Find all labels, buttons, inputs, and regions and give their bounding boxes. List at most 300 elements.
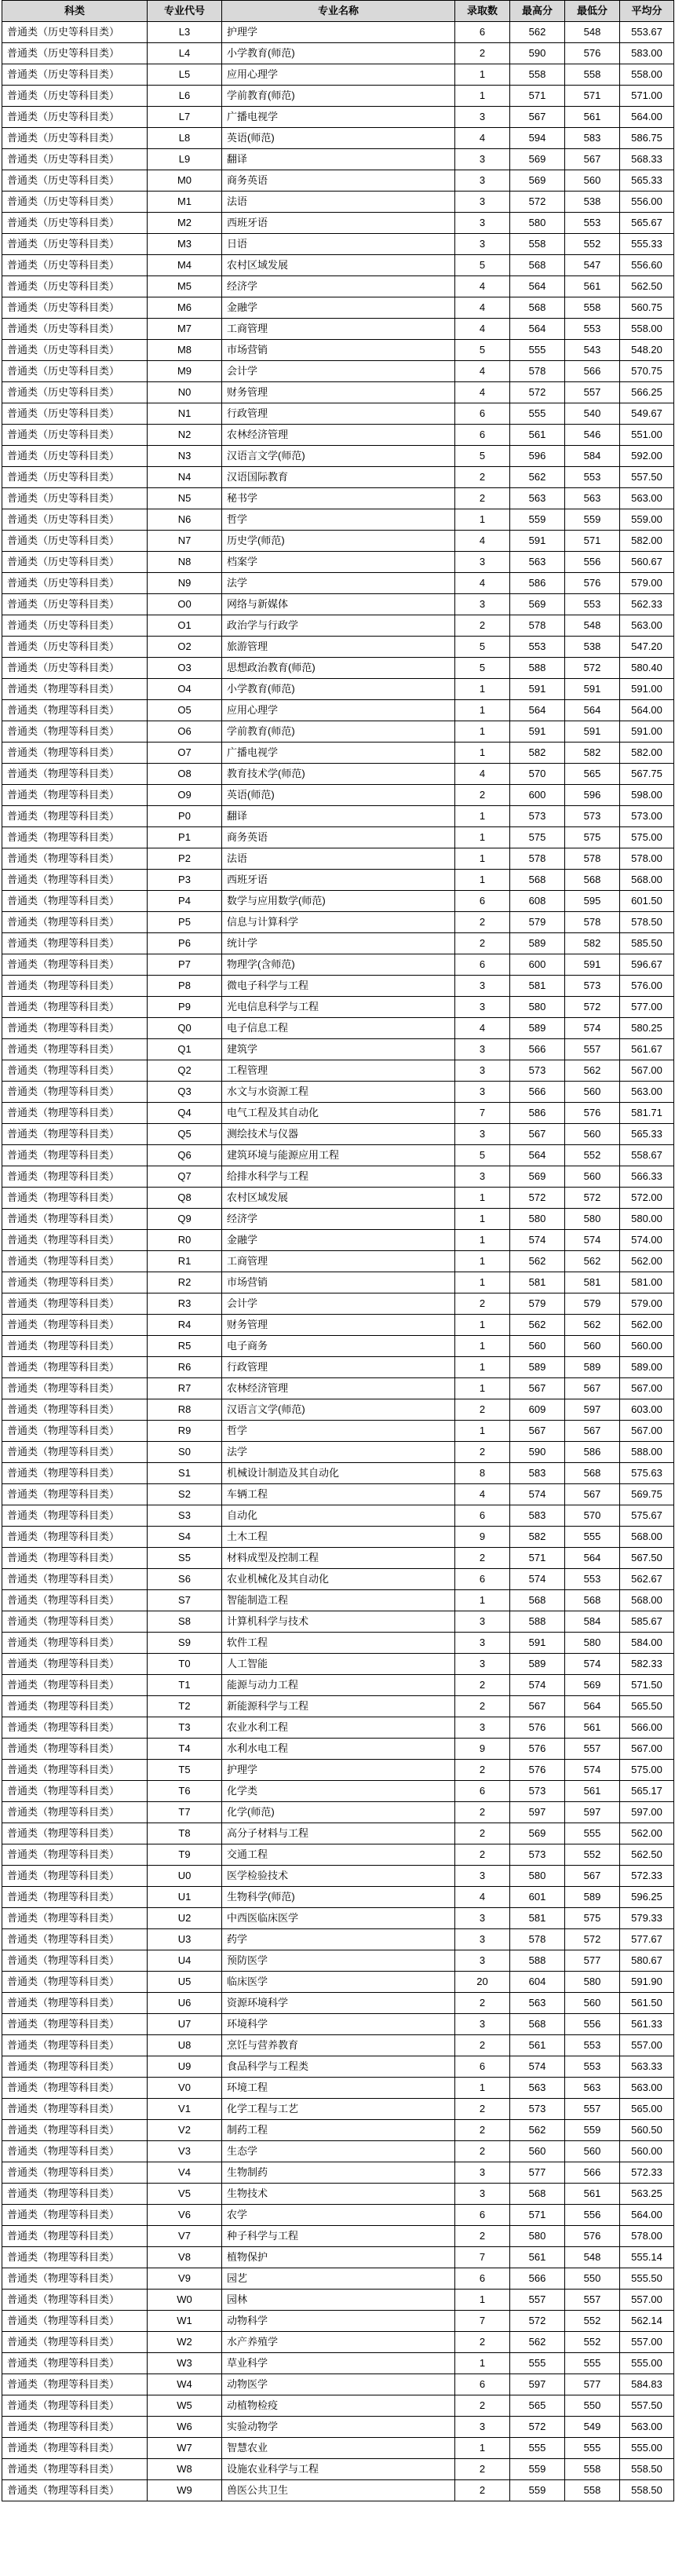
cell-major-name: 烹饪与营养教育	[222, 2035, 455, 2056]
cell-category: 普通类（物理等科目类）	[2, 912, 148, 933]
cell-min-score: 580	[565, 1972, 620, 1993]
cell-avg-score: 582.00	[620, 531, 674, 552]
cell-avg-score: 558.50	[620, 2459, 674, 2480]
cell-avg-score: 575.63	[620, 1463, 674, 1484]
table-row	[2, 2438, 674, 2459]
table-row	[2, 954, 674, 976]
cell-major-name: 学前教育(师范)	[222, 86, 455, 107]
cell-category: 普通类（历史等科目类）	[2, 615, 148, 637]
cell-max-score: 557	[510, 2290, 565, 2311]
cell-major-name: 新能源科学与工程	[222, 1696, 455, 1717]
cell-major-name: 植物保护	[222, 2247, 455, 2268]
cell-category: 普通类（物理等科目类）	[2, 1654, 148, 1675]
cell-min-score: 563	[565, 2078, 620, 2099]
cell-max-score: 589	[510, 933, 565, 954]
header-max-score: 最高分	[510, 1, 565, 22]
cell-major-code: P0	[148, 806, 222, 827]
cell-major-code: T8	[148, 1823, 222, 1844]
cell-major-code: P1	[148, 827, 222, 848]
cell-min-score: 597	[565, 1802, 620, 1823]
cell-min-score: 553	[565, 1569, 620, 1590]
cell-max-score: 558	[510, 234, 565, 255]
cell-min-score: 567	[565, 1866, 620, 1887]
cell-major-code: V9	[148, 2268, 222, 2290]
cell-avg-score: 565.50	[620, 1696, 674, 1717]
cell-major-name: 智慧农业	[222, 2438, 455, 2459]
cell-major-code: W6	[148, 2417, 222, 2438]
cell-major-code: U5	[148, 1972, 222, 1993]
cell-avg-score: 547.20	[620, 637, 674, 658]
cell-avg-score: 567.50	[620, 1548, 674, 1569]
cell-major-code: O3	[148, 658, 222, 679]
cell-max-score: 569	[510, 149, 565, 170]
cell-avg-score: 568.00	[620, 870, 674, 891]
cell-min-score: 579	[565, 1293, 620, 1315]
cell-major-code: U3	[148, 1929, 222, 1950]
cell-admitted-count: 2	[455, 1844, 510, 1866]
cell-max-score: 569	[510, 1823, 565, 1844]
table-row	[2, 785, 674, 806]
cell-category: 普通类（物理等科目类）	[2, 1760, 148, 1781]
cell-category: 普通类（物理等科目类）	[2, 806, 148, 827]
cell-min-score: 581	[565, 1272, 620, 1293]
cell-min-score: 578	[565, 848, 620, 870]
cell-min-score: 574	[565, 1654, 620, 1675]
table-row	[2, 721, 674, 743]
table-row	[2, 1484, 674, 1505]
table-row	[2, 1739, 674, 1760]
cell-admitted-count: 7	[455, 2311, 510, 2332]
cell-major-code: V5	[148, 2184, 222, 2205]
cell-category: 普通类（物理等科目类）	[2, 2162, 148, 2184]
cell-major-code: P2	[148, 848, 222, 870]
cell-major-name: 历史学(师范)	[222, 531, 455, 552]
cell-min-score: 574	[565, 1760, 620, 1781]
cell-avg-score: 581.71	[620, 1103, 674, 1124]
cell-major-name: 设施农业科学与工程	[222, 2459, 455, 2480]
cell-major-name: 生态学	[222, 2141, 455, 2162]
cell-major-code: N2	[148, 425, 222, 446]
table-row	[2, 615, 674, 637]
cell-major-name: 信息与计算科学	[222, 912, 455, 933]
cell-min-score: 552	[565, 2311, 620, 2332]
cell-min-score: 567	[565, 1421, 620, 1442]
cell-major-name: 护理学	[222, 1760, 455, 1781]
cell-min-score: 586	[565, 1442, 620, 1463]
table-row	[2, 700, 674, 721]
cell-min-score: 572	[565, 997, 620, 1018]
cell-major-code: S4	[148, 1527, 222, 1548]
table-row	[2, 1887, 674, 1908]
cell-admitted-count: 3	[455, 234, 510, 255]
cell-major-code: T6	[148, 1781, 222, 1802]
cell-min-score: 548	[565, 2247, 620, 2268]
cell-min-score: 557	[565, 2099, 620, 2120]
table-row	[2, 2162, 674, 2184]
table-row	[2, 552, 674, 573]
cell-min-score: 548	[565, 615, 620, 637]
cell-admitted-count: 3	[455, 1929, 510, 1950]
cell-max-score: 580	[510, 997, 565, 1018]
table-row	[2, 573, 674, 594]
table-row	[2, 2205, 674, 2226]
cell-max-score: 561	[510, 2035, 565, 2056]
cell-major-code: O7	[148, 743, 222, 764]
cell-avg-score: 580.67	[620, 1950, 674, 1972]
cell-admitted-count: 2	[455, 2480, 510, 2501]
cell-category: 普通类（物理等科目类）	[2, 2056, 148, 2078]
cell-admitted-count: 6	[455, 2205, 510, 2226]
cell-category: 普通类（物理等科目类）	[2, 1060, 148, 1082]
cell-category: 普通类（物理等科目类）	[2, 1124, 148, 1145]
cell-major-name: 会计学	[222, 361, 455, 382]
cell-max-score: 568	[510, 297, 565, 319]
cell-category: 普通类（物理等科目类）	[2, 1103, 148, 1124]
table-row	[2, 22, 674, 43]
table-row	[2, 1336, 674, 1357]
cell-major-code: S7	[148, 1590, 222, 1611]
table-row	[2, 1527, 674, 1548]
table-row	[2, 1781, 674, 1802]
cell-major-name: 物理学(含师范)	[222, 954, 455, 976]
cell-max-score: 590	[510, 1442, 565, 1463]
cell-max-score: 581	[510, 1272, 565, 1293]
cell-major-code: N8	[148, 552, 222, 573]
cell-admitted-count: 1	[455, 2290, 510, 2311]
cell-category: 普通类（物理等科目类）	[2, 1336, 148, 1357]
cell-admitted-count: 2	[455, 2332, 510, 2353]
cell-major-code: W3	[148, 2353, 222, 2374]
cell-major-code: S1	[148, 1463, 222, 1484]
cell-category: 普通类（物理等科目类）	[2, 1739, 148, 1760]
cell-avg-score: 591.00	[620, 679, 674, 700]
cell-major-name: 应用心理学	[222, 64, 455, 86]
cell-admitted-count: 4	[455, 1018, 510, 1039]
cell-category: 普通类（物理等科目类）	[2, 2120, 148, 2141]
cell-major-code: W8	[148, 2459, 222, 2480]
cell-major-name: 法语	[222, 192, 455, 213]
cell-max-score: 562	[510, 467, 565, 488]
cell-avg-score: 563.00	[620, 615, 674, 637]
cell-major-name: 思想政治教育(师范)	[222, 658, 455, 679]
cell-min-score: 548	[565, 22, 620, 43]
table-row	[2, 1421, 674, 1442]
cell-max-score: 563	[510, 488, 565, 509]
cell-max-score: 608	[510, 891, 565, 912]
cell-admitted-count: 2	[455, 2395, 510, 2417]
cell-category: 普通类（物理等科目类）	[2, 1866, 148, 1887]
cell-admitted-count: 3	[455, 1039, 510, 1060]
cell-major-code: Q8	[148, 1188, 222, 1209]
cell-major-name: 金融学	[222, 1230, 455, 1251]
cell-max-score: 580	[510, 1866, 565, 1887]
cell-avg-score: 565.33	[620, 170, 674, 192]
cell-min-score: 597	[565, 1399, 620, 1421]
cell-max-score: 553	[510, 637, 565, 658]
table-row	[2, 2480, 674, 2501]
cell-major-name: 西班牙语	[222, 870, 455, 891]
cell-avg-score: 557.00	[620, 2332, 674, 2353]
cell-max-score: 597	[510, 2374, 565, 2395]
cell-admitted-count: 2	[455, 912, 510, 933]
cell-min-score: 564	[565, 700, 620, 721]
cell-avg-score: 575.00	[620, 1760, 674, 1781]
cell-max-score: 569	[510, 594, 565, 615]
cell-max-score: 562	[510, 22, 565, 43]
cell-admitted-count: 2	[455, 1823, 510, 1844]
table-row	[2, 976, 674, 997]
cell-major-code: N6	[148, 509, 222, 531]
cell-category: 普通类（物理等科目类）	[2, 1209, 148, 1230]
cell-major-name: 教育技术学(师范)	[222, 764, 455, 785]
cell-avg-score: 575.67	[620, 1505, 674, 1527]
cell-max-score: 555	[510, 403, 565, 425]
cell-avg-score: 557.50	[620, 467, 674, 488]
cell-major-code: M0	[148, 170, 222, 192]
cell-min-score: 561	[565, 107, 620, 128]
table-row	[2, 1145, 674, 1166]
cell-category: 普通类（历史等科目类）	[2, 213, 148, 234]
cell-category: 普通类（历史等科目类）	[2, 531, 148, 552]
cell-major-code: L8	[148, 128, 222, 149]
cell-max-score: 583	[510, 1505, 565, 1527]
cell-admitted-count: 3	[455, 1060, 510, 1082]
cell-avg-score: 567.00	[620, 1421, 674, 1442]
cell-max-score: 580	[510, 2226, 565, 2247]
cell-min-score: 575	[565, 1908, 620, 1929]
cell-category: 普通类（物理等科目类）	[2, 1018, 148, 1039]
cell-major-name: 农林经济管理	[222, 425, 455, 446]
cell-min-score: 553	[565, 594, 620, 615]
cell-max-score: 573	[510, 2099, 565, 2120]
cell-admitted-count: 5	[455, 1145, 510, 1166]
cell-min-score: 577	[565, 1950, 620, 1972]
cell-min-score: 574	[565, 1018, 620, 1039]
cell-major-name: 中西医临床医学	[222, 1908, 455, 1929]
cell-major-code: V1	[148, 2099, 222, 2120]
cell-max-score: 589	[510, 1018, 565, 1039]
cell-major-name: 自动化	[222, 1505, 455, 1527]
cell-major-code: W1	[148, 2311, 222, 2332]
cell-min-score: 560	[565, 170, 620, 192]
cell-admitted-count: 3	[455, 149, 510, 170]
cell-category: 普通类（物理等科目类）	[2, 1972, 148, 1993]
cell-category: 普通类（物理等科目类）	[2, 933, 148, 954]
cell-category: 普通类（物理等科目类）	[2, 2438, 148, 2459]
cell-avg-score: 577.00	[620, 997, 674, 1018]
cell-avg-score: 567.00	[620, 1378, 674, 1399]
cell-max-score: 589	[510, 1654, 565, 1675]
cell-min-score: 546	[565, 425, 620, 446]
cell-major-name: 农业水利工程	[222, 1717, 455, 1739]
cell-min-score: 560	[565, 1993, 620, 2014]
cell-category: 普通类（历史等科目类）	[2, 86, 148, 107]
cell-category: 普通类（物理等科目类）	[2, 2226, 148, 2247]
cell-category: 普通类（物理等科目类）	[2, 1484, 148, 1505]
cell-major-code: O2	[148, 637, 222, 658]
cell-max-score: 574	[510, 1230, 565, 1251]
cell-max-score: 574	[510, 2056, 565, 2078]
cell-admitted-count: 6	[455, 954, 510, 976]
cell-category: 普通类（物理等科目类）	[2, 1378, 148, 1399]
cell-category: 普通类（物理等科目类）	[2, 2290, 148, 2311]
cell-major-code: R2	[148, 1272, 222, 1293]
cell-admitted-count: 4	[455, 382, 510, 403]
cell-major-name: 生物科学(师范)	[222, 1887, 455, 1908]
cell-major-name: 兽医公共卫生	[222, 2480, 455, 2501]
cell-category: 普通类（物理等科目类）	[2, 764, 148, 785]
cell-category: 普通类（物理等科目类）	[2, 679, 148, 700]
cell-major-code: M9	[148, 361, 222, 382]
cell-major-code: T2	[148, 1696, 222, 1717]
cell-category: 普通类（历史等科目类）	[2, 658, 148, 679]
table-row	[2, 933, 674, 954]
cell-max-score: 597	[510, 1802, 565, 1823]
cell-max-score: 600	[510, 954, 565, 976]
table-row	[2, 1124, 674, 1145]
table-row	[2, 2459, 674, 2480]
cell-major-name: 市场营销	[222, 340, 455, 361]
cell-category: 普通类（历史等科目类）	[2, 573, 148, 594]
cell-major-name: 数学与应用数学(师范)	[222, 891, 455, 912]
cell-category: 普通类（物理等科目类）	[2, 1188, 148, 1209]
cell-category: 普通类（物理等科目类）	[2, 2395, 148, 2417]
cell-min-score: 553	[565, 467, 620, 488]
header-avg-score: 平均分	[620, 1, 674, 22]
cell-min-score: 558	[565, 2480, 620, 2501]
cell-major-name: 商务英语	[222, 170, 455, 192]
cell-max-score: 564	[510, 1145, 565, 1166]
cell-major-name: 医学检验技术	[222, 1866, 455, 1887]
cell-min-score: 591	[565, 954, 620, 976]
cell-avg-score: 563.00	[620, 1082, 674, 1103]
cell-max-score: 582	[510, 743, 565, 764]
cell-category: 普通类（历史等科目类）	[2, 340, 148, 361]
cell-admitted-count: 6	[455, 22, 510, 43]
cell-category: 普通类（历史等科目类）	[2, 637, 148, 658]
cell-avg-score: 582.33	[620, 1654, 674, 1675]
cell-admitted-count: 1	[455, 2078, 510, 2099]
cell-major-code: S0	[148, 1442, 222, 1463]
header-major-name: 专业名称	[222, 1, 455, 22]
cell-max-score: 572	[510, 2417, 565, 2438]
cell-major-name: 市场营销	[222, 1272, 455, 1293]
cell-category: 普通类（物理等科目类）	[2, 2374, 148, 2395]
cell-major-code: P3	[148, 870, 222, 891]
cell-major-code: L3	[148, 22, 222, 43]
cell-max-score: 566	[510, 2268, 565, 2290]
cell-major-name: 园艺	[222, 2268, 455, 2290]
cell-avg-score: 574.00	[620, 1230, 674, 1251]
cell-category: 普通类（历史等科目类）	[2, 467, 148, 488]
cell-major-name: 行政管理	[222, 403, 455, 425]
table-row	[2, 806, 674, 827]
cell-category: 普通类（物理等科目类）	[2, 1272, 148, 1293]
table-row	[2, 594, 674, 615]
cell-admitted-count: 6	[455, 2056, 510, 2078]
cell-min-score: 566	[565, 361, 620, 382]
cell-major-name: 计算机科学与技术	[222, 1611, 455, 1633]
cell-max-score: 568	[510, 2014, 565, 2035]
cell-major-code: T3	[148, 1717, 222, 1739]
table-row	[2, 1654, 674, 1675]
cell-admitted-count: 3	[455, 2014, 510, 2035]
cell-admitted-count: 9	[455, 1739, 510, 1760]
cell-min-score: 560	[565, 2141, 620, 2162]
cell-major-code: P8	[148, 976, 222, 997]
table-row	[2, 1315, 674, 1336]
cell-major-name: 广播电视学	[222, 107, 455, 128]
table-row	[2, 997, 674, 1018]
cell-major-name: 水产养殖学	[222, 2332, 455, 2353]
cell-min-score: 578	[565, 912, 620, 933]
cell-admitted-count: 2	[455, 2099, 510, 2120]
cell-max-score: 569	[510, 170, 565, 192]
cell-category: 普通类（物理等科目类）	[2, 1950, 148, 1972]
cell-major-code: R9	[148, 1421, 222, 1442]
cell-admitted-count: 7	[455, 2247, 510, 2268]
cell-min-score: 560	[565, 1124, 620, 1145]
cell-admitted-count: 3	[455, 1082, 510, 1103]
cell-major-name: 生物技术	[222, 2184, 455, 2205]
cell-avg-score: 561.50	[620, 1993, 674, 2014]
cell-major-code: S8	[148, 1611, 222, 1633]
table-row	[2, 297, 674, 319]
cell-max-score: 594	[510, 128, 565, 149]
cell-major-code: M3	[148, 234, 222, 255]
cell-max-score: 578	[510, 1929, 565, 1950]
cell-avg-score: 556.60	[620, 255, 674, 276]
cell-max-score: 588	[510, 658, 565, 679]
cell-admitted-count: 1	[455, 86, 510, 107]
table-row	[2, 1633, 674, 1654]
cell-category: 普通类（物理等科目类）	[2, 1844, 148, 1866]
table-row	[2, 743, 674, 764]
cell-avg-score: 563.33	[620, 2056, 674, 2078]
cell-avg-score: 589.00	[620, 1357, 674, 1378]
cell-major-name: 动物医学	[222, 2374, 455, 2395]
table-row	[2, 1378, 674, 1399]
cell-major-code: V0	[148, 2078, 222, 2099]
cell-min-score: 596	[565, 785, 620, 806]
cell-admitted-count: 4	[455, 128, 510, 149]
cell-admitted-count: 3	[455, 213, 510, 234]
cell-major-name: 制药工程	[222, 2120, 455, 2141]
cell-admitted-count: 3	[455, 2184, 510, 2205]
table-row	[2, 1611, 674, 1633]
cell-major-code: U4	[148, 1950, 222, 1972]
table-row	[2, 107, 674, 128]
cell-min-score: 584	[565, 1611, 620, 1633]
cell-avg-score: 585.67	[620, 1611, 674, 1633]
table-row	[2, 531, 674, 552]
table-row	[2, 827, 674, 848]
cell-admitted-count: 4	[455, 276, 510, 297]
cell-major-name: 统计学	[222, 933, 455, 954]
cell-max-score: 568	[510, 255, 565, 276]
cell-major-name: 哲学	[222, 509, 455, 531]
cell-min-score: 559	[565, 509, 620, 531]
cell-major-name: 高分子材料与工程	[222, 1823, 455, 1844]
cell-category: 普通类（物理等科目类）	[2, 870, 148, 891]
table-row	[2, 1272, 674, 1293]
cell-avg-score: 596.25	[620, 1887, 674, 1908]
cell-avg-score: 551.00	[620, 425, 674, 446]
cell-major-code: T1	[148, 1675, 222, 1696]
cell-max-score: 576	[510, 1739, 565, 1760]
table-row	[2, 1760, 674, 1781]
table-row	[2, 848, 674, 870]
